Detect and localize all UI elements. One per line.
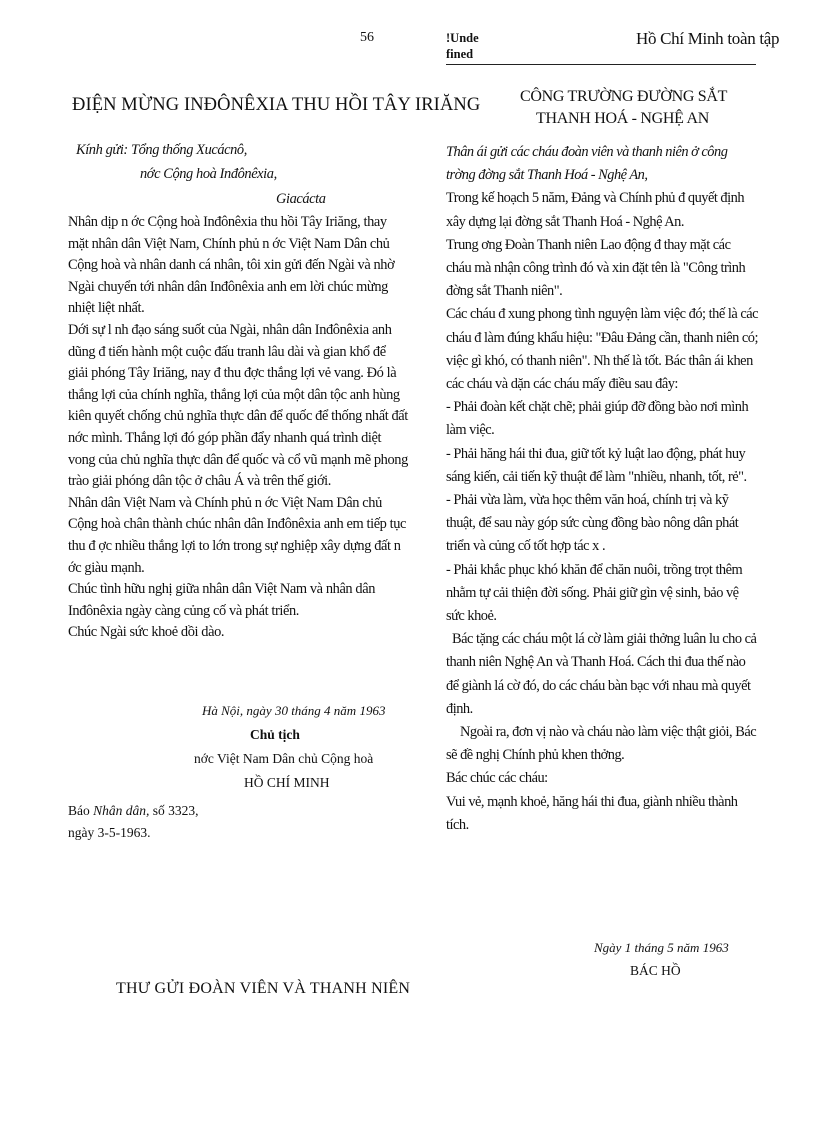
letter-title-line-2: THANH HOÁ - NGHỆ AN [536, 110, 709, 127]
letter-paragraph-3: Các cháu đ xung phong tình nguyện làm việc đó; thế là các cháu đ làm đúng khẩu hiệu: "Đâu Đảng cần, thanh niên có; việc gì khó, có thanh niên". Nh thế là tốt. Bác thân ái khen các cháu và dặn các cháu mấy điều sau đây: [446, 306, 758, 393]
telegram-paragraph-4: Chúc tình hữu nghị giữa nhân dân Việt Nam và nhân dân Inđônêxia ngày càng củng cố và phát triển. [68, 581, 376, 619]
telegram-paragraph-5: Chúc Ngài sức khoẻ dồi dào. [68, 624, 225, 641]
signer-role: Chủ tịch [250, 727, 300, 742]
telegram-paragraph-1: Nhân dịp n ớc Cộng hoà Inđônêxia thu hồi Tây Iriăng, thay mặt nhân dân Việt Nam, Chính phủ n ớc Việt Nam Dân chủ Cộng hoà và nhân danh cá nhân, tôi xin gửi đến Ngài và nhờ Ngài chuyển tới nhân dân Inđônêxia anh em lời chúc mừng nhiệt liệt nhất. [68, 214, 395, 317]
letter-paragraph-1: Trong kế hoạch 5 năm, Đảng và Chính phủ đ quyết định xây dựng lại đờng sắt Thanh Hoá - Nghệ An. [446, 190, 745, 230]
telegram-paragraph-2: Dới sự l nh đạo sáng suốt của Ngài, nhân dân Inđônêxia anh dũng đ tiến hành một cuộc đấu tranh lâu dài và gian khổ để giải phóng Tây Iriăng, nay đ thu đợc thắng lợi vẻ vang. Đó là thắng lợi của chính nghĩa, thắng lợi của một dân tộc anh hùng kiên quyết chống chủ nghĩa thực dân để quốc để thống nhất đất nớc mình. Thắng lợi đó góp phần đẩy nhanh quá trình diệt vong của chủ nghĩa thực dân để quốc và cổ vũ mạnh mẽ phong trào giải phóng dân tộc ở châu Á và trên thế giới. [68, 321, 408, 490]
letter-date: Ngày 1 tháng 5 năm 1963 [594, 940, 729, 955]
letter-bullet-1: - Phải đoàn kết chặt chẽ; phải giúp đỡ đồng bào nơi mình làm việc. [446, 399, 749, 439]
telegram-date: Hà Nội, ngày 30 tháng 4 năm 1963 [202, 703, 386, 718]
telegram-paragraph-3: Nhân dân Việt Nam và Chính phủ n ớc Việt Nam Dân chủ Cộng hoà chân thành chúc nhân dân Inđônêxia anh em tiếp tục thu đ ợc nhiều thắng lợi to lớn trong sự nghiệp xây dựng đất n ớc giàu mạnh. [68, 494, 407, 576]
undefined-bookmark-marker: !Unde fined [446, 31, 479, 61]
telegram-title: ĐIỆN MỪNG INĐÔNÊXIA THU HỒI TÂY IRIĂNG [72, 95, 481, 115]
letter-paragraph-2: Trung ơng Đoàn Thanh niên Lao động đ thay mặt các cháu mà nhận công trình đó và xin đặt tên là "Công trình đờng sắt Thanh niên". [446, 236, 746, 300]
letter-body [446, 141, 758, 837]
greeting-city: Giacácta [276, 191, 326, 207]
next-section-title: THƯ GỬI ĐOÀN VIÊN VÀ THANH NIÊN [116, 980, 411, 997]
letter-title-line-1: CÔNG TRƯỜNG ĐƯỜNG SẮT [520, 88, 728, 105]
greeting-line-2: nớc Cộng hoà Inđônêxia, [140, 166, 277, 182]
source-citation [68, 803, 199, 819]
signer-organization: nớc Việt Nam Dân chủ Cộng hoà [194, 751, 374, 766]
letter-bullet-2: - Phải hăng hái thi đua, giữ tốt kỷ luật lao động, phát huy sáng kiến, cải tiến kỹ thuật để làm "nhiều, nhanh, tốt, rẻ". [446, 445, 747, 485]
signer-name: HỒ CHÍ MINH [244, 775, 330, 790]
letter-salutation: Thân ái gửi các cháu đoàn viên và thanh niên ở công trờng đờng sắt Thanh Hoá - Nghệ An, [446, 144, 728, 184]
source-newspaper: Nhân dân, [93, 803, 150, 818]
source-date: ngày 3-5-1963. [68, 825, 151, 840]
telegram-body [68, 212, 408, 644]
letter-paragraph-6: Bác chúc các cháu: [446, 770, 548, 787]
book-title: Hồ Chí Minh toàn tập [636, 29, 780, 48]
letter-signer: BÁC HỒ [630, 963, 681, 978]
letter-paragraph-5: Ngoài ra, đơn vị nào và cháu nào làm việc thật giỏi, Bác sẽ đề nghị Chính phủ khen thởng. [446, 724, 757, 764]
letter-paragraph-4: Bác tặng các cháu một lá cờ làm giải thởng luân lu cho cả thanh niên Nghệ An và Thanh Hoá. Cách thi đua thế nào để giành lá cờ đó, do các cháu bàn bạc với nhau mà quyết định. [446, 631, 757, 717]
letter-bullet-4: - Phải khắc phục khó khăn để chăn nuôi, trồng trọt thêm nhằm tự cải thiện đời sống. Phải giữ gìn vệ sinh, bảo vệ sức khoẻ. [446, 561, 743, 625]
letter-bullet-3: - Phải vừa làm, vừa học thêm văn hoá, chính trị và kỹ thuật, để sau này góp sức cùng đồng bào nông dân phát triển và củng cố tốt hợp tác x . [446, 492, 739, 555]
source-issue: số 3323, [152, 803, 199, 818]
source-prefix: Báo [68, 803, 90, 818]
letter-paragraph-7: Vui vẻ, mạnh khoẻ, hăng hái thi đua, giành nhiều thành tích. [446, 793, 738, 833]
header-rule [446, 64, 756, 65]
greeting-line-1: Kính gửi: Tổng thống Xucácnô, [76, 142, 247, 158]
page-number: 56 [360, 30, 374, 45]
